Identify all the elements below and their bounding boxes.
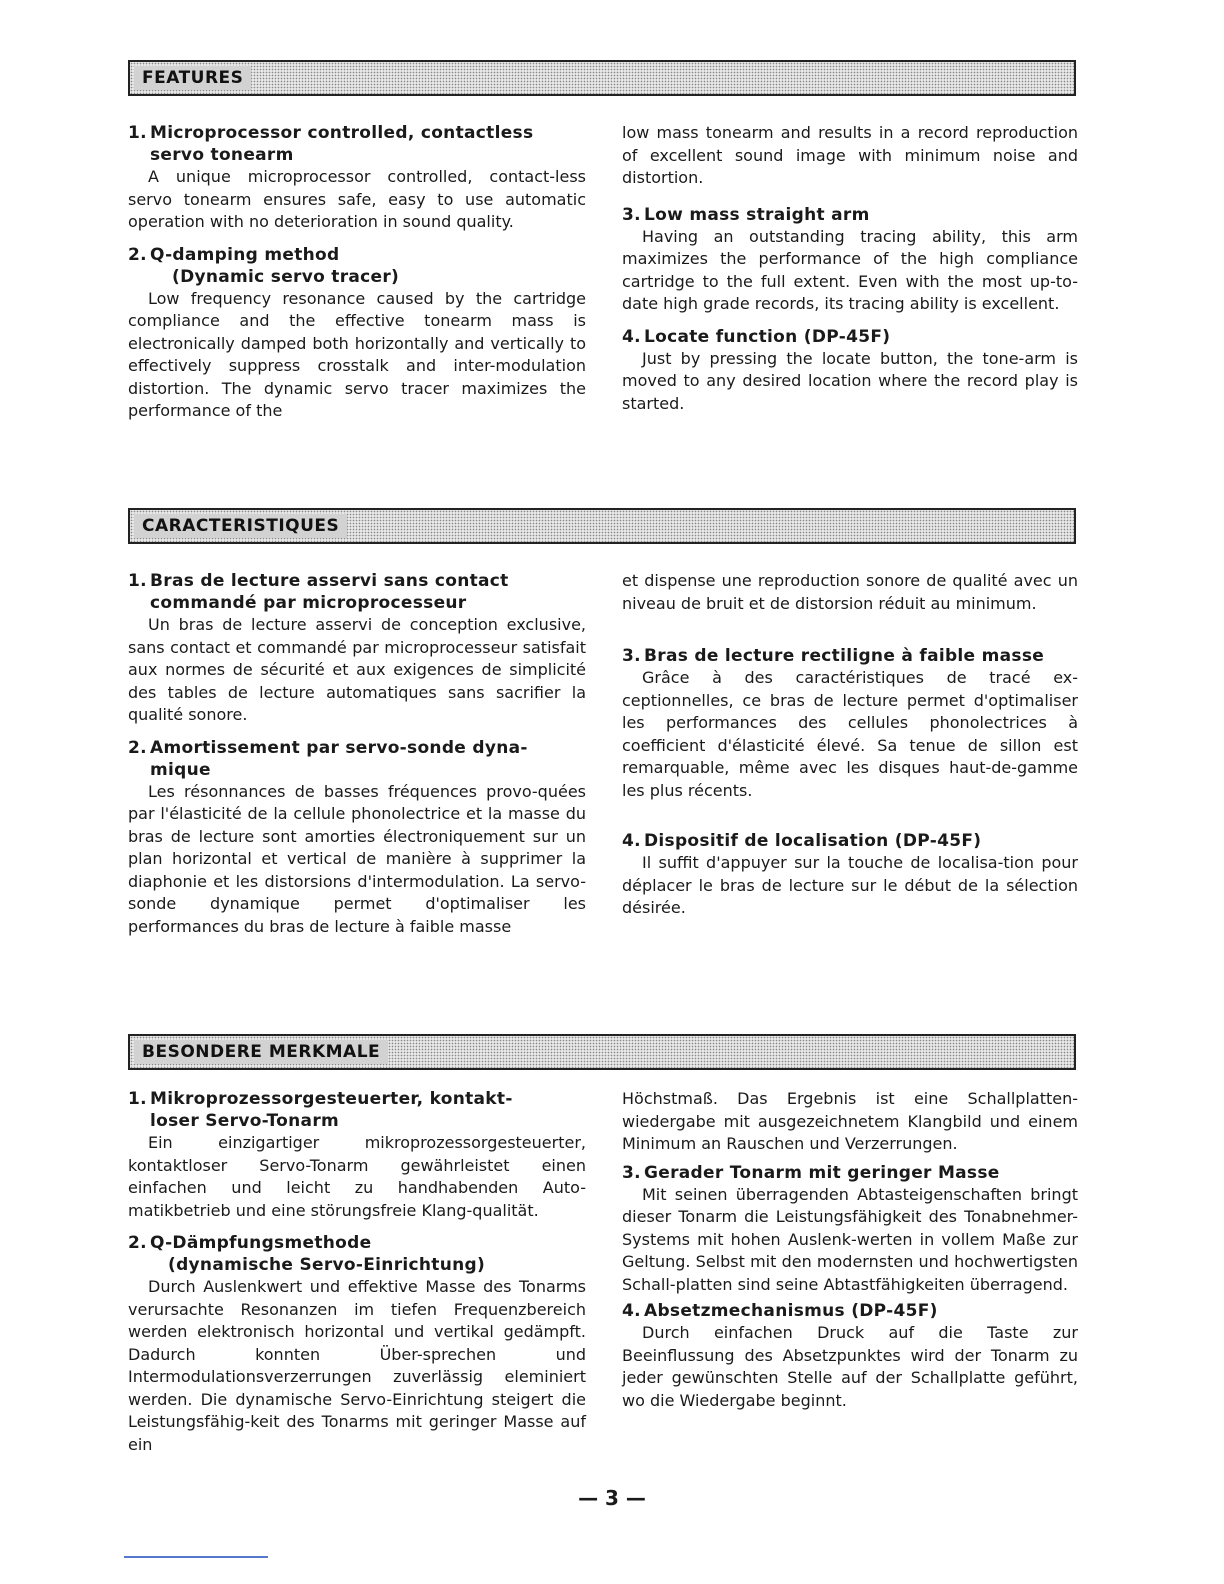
feature-body: Mit seinen überragenden Abtasteigenschaften bringt dieser Tonarm die Leistungsfähigkeit des Tonabnehmer-Systems mit hohen Auslenk-werten in vollem Maße zur Geltung. Selbst mit den modernsten und hochwertigsten Schall-platten sind seine Abtastfähigkeiten überragend. xyxy=(622,1184,1078,1294)
feature-heading: Q-damping method xyxy=(150,244,340,265)
feature-heading: Gerader Tonarm mit geringer Masse xyxy=(644,1162,1000,1183)
feature-item-2: 2. Q-Dämpfungsmethode (dynamische Servo-Einrichtung) Durch Auslenkwert und effektive Masse des Tonarms verursachte Resonanzen im tiefen Frequenzbereich werden elektronisch horizontal und vertikal gedämpft. Dadurch konnten Über-sprechen und Intermodulationsverzerrungen zuverlässig eleminiert werden. Die dynamische Servo-Einrichtung steigert die Leistungsfähig-keit des Tonarms mit geringer Masse auf ein xyxy=(128,1232,586,1456)
feature-item-2: 2. Amortissement par servo-sonde dyna- mique Les résonnances de basses fréquences provo-quées par l'élasticité de la cellule phonolectrice et la masse du bras de lecture sont amorties électroniquement sur un plan horizontal et vertical de manière à supprimer la diaphonie et les distorsions d'intermodulation. La servo-sonde dynamique permet d'optimaliser les performances du bras de lecture à faible masse xyxy=(128,737,586,939)
feature-continuation: Höchstmaß. Das Ergebnis ist eine Schallplatten-wiedergabe mit ausgezeichnetem Klangbild und einem Minimum an Rauschen und Verzerrungen. xyxy=(622,1089,1078,1153)
merkmale-left-column xyxy=(128,1088,586,1466)
feature-body: Il suffit d'appuyer sur la touche de localisa-tion pour déplacer le bras de lecture sur le début de la sélection désirée. xyxy=(622,853,1078,917)
feature-item-3: 3. Gerader Tonarm mit geringer Masse Mit seinen überragenden Abtasteigenschaften bringt dieser Tonarm die Leistungsfähigkeit des Tonabnehmer-Systems mit hohen Auslenk-werten in vollem Maße zur Geltung. Selbst mit den modernsten und hochwertigsten Schall-platten sind seine Abtastfähigkeiten überragend. xyxy=(622,1162,1078,1297)
feature-subheading: loser Servo-Tonarm xyxy=(150,1111,340,1131)
page-number: — 3 — xyxy=(578,1486,646,1510)
merkmale-right-column xyxy=(622,1088,1078,1422)
features-right-column xyxy=(622,122,1078,425)
features-banner xyxy=(128,60,1076,96)
feature-item-3: 3. Low mass straight arm Having an outstanding tracing ability, this arm maximizes the performance of the high compliance cartridge to the full extent. Even with the most up-to-date high grade records, its tracing ability is excellent. xyxy=(622,204,1078,316)
feature-heading: Dispositif de localisation (DP-45F) xyxy=(644,831,982,851)
feature-item-1: 1. Microprocessor controlled, contactless servo tonearm A unique microprocessor controlled, contact-less servo tonearm ensures safe, easy to use automatic operation with no deterioration in sound quality. xyxy=(128,122,586,234)
feature-item-1: 1. Mikroprozessorgesteuerter, kontakt- loser Servo-Tonarm Ein einzigartiger mikroprozessorgesteuerter, kontaktloser Servo-Tonarm gewährleistet einen einfachen und leicht zu handhabenden Auto-matikbetrieb und eine störungsfreie Klang-qualität. xyxy=(128,1088,586,1222)
feature-heading: Microprocessor controlled, contactless xyxy=(150,123,534,143)
feature-subheading: (dynamische Servo-Einrichtung) xyxy=(168,1255,486,1275)
feature-heading: Q-Dämpfungsmethode xyxy=(150,1233,372,1253)
features-left-column xyxy=(128,122,586,433)
feature-body: Un bras de lecture asservi de conception exclusive, sans contact et commandé par microprocesseur satisfait aux normes de sécurité et aux exigences de simplicité des tables de lecture automatiques sans sacrifier la qualité sonore. xyxy=(128,615,586,724)
feature-subheading: (Dynamic servo tracer) xyxy=(172,266,400,287)
feature-subheading: servo tonearm xyxy=(150,145,294,165)
feature-heading: Low mass straight arm xyxy=(644,204,870,225)
features-title: FEATURES xyxy=(134,66,251,90)
feature-continuation: low mass tonearm and results in a record reproduction of excellent sound image with minimum noise and distortion. xyxy=(622,123,1078,187)
feature-item-1: 1. Bras de lecture asservi sans contact commandé par microprocesseur Un bras de lecture asservi de conception exclusive, sans contact et commandé par microprocesseur satisfait aux normes de sécurité et aux exigences de simplicité des tables de lecture automatiques sans sacrifier la qualité sonore. xyxy=(128,570,586,727)
feature-heading: Bras de lecture rectiligne à faible masse xyxy=(644,646,1045,666)
section-besondere-merkmale xyxy=(128,1034,1078,1454)
feature-heading: Locate function (DP-45F) xyxy=(644,326,891,347)
feature-continuation: et dispense une reproduction sonore de qualité avec un niveau de bruit et de distorsion réduit au minimum. xyxy=(622,571,1078,613)
feature-body: A unique microprocessor controlled, contact-less servo tonearm ensures safe, easy to use automatic operation with no deterioration in sound quality. xyxy=(128,167,586,231)
caracteristiques-right-column xyxy=(622,570,1078,930)
feature-item-2: 2. Q-damping method (Dynamic servo tracer) Low frequency resonance caused by the cartridge compliance and the effective tonearm mass is electronically damped both horizontally and vertically to effectively suppress crosstalk and inter-modulation distortion. The dynamic servo tracer maximizes the performance of the xyxy=(128,244,586,423)
feature-item-4: 4. Locate function (DP-45F) Just by pressing the locate button, the tone-arm is moved to any desired location where the record play is started. xyxy=(622,326,1078,416)
feature-item-3: 3. Bras de lecture rectiligne à faible masse Grâce à des caractéristiques de tracé ex-ceptionnelles, ce bras de lecture permet d'optimaliser les performances des cellules phonolectrices à coefficient d'élasticité élevé. Sa tenue de sillon est remarquable, même avec les disques haut-de-gamme les plus récents. xyxy=(622,645,1078,802)
feature-item-4: 4. Dispositif de localisation (DP-45F) Il suffit d'appuyer sur la touche de localisa-tion pour déplacer le bras de lecture sur le début de la sélection désirée. xyxy=(622,830,1078,920)
merkmale-banner xyxy=(128,1034,1076,1070)
feature-body: Grâce à des caractéristiques de tracé ex-ceptionnelles, ce bras de lecture permet d'optimaliser les performances des cellules phonolectrices à coefficient d'élasticité élevé. Sa tenue de sillon est remarquable, même avec les disques haut-de-gamme les plus récents. xyxy=(622,668,1078,800)
caracteristiques-left-column xyxy=(128,570,586,948)
feature-subheading: mique xyxy=(150,759,211,780)
feature-body: Les résonnances de basses fréquences provo-quées par l'élasticité de la cellule phonolectrice et la masse du bras de lecture sont amorties électroniquement sur un plan horizontal et vertical de manière à supprimer la diaphonie et les distorsions d'intermodulation. La servo-sonde dynamique permet d'optimaliser les performances du bras de lecture à faible masse xyxy=(128,781,586,936)
merkmale-title: BESONDERE MERKMALE xyxy=(134,1040,388,1064)
feature-body: Just by pressing the locate button, the tone-arm is moved to any desired location where the record play is started. xyxy=(622,348,1078,413)
section-caracteristiques xyxy=(128,508,1078,936)
section-features xyxy=(128,60,1078,420)
feature-heading: Bras de lecture asservi sans contact xyxy=(150,571,509,591)
caracteristiques-banner xyxy=(128,508,1076,544)
bottom-rule xyxy=(124,1556,268,1558)
feature-item-4: 4. Absetzmechanismus (DP-45F) Durch einfachen Druck auf die Taste zur Beeinflussung des Absetzpunktes wird der Tonarm zu jeder gewünschten Stelle auf der Schallplatte geführt, wo die Wiedergabe beginnt. xyxy=(622,1300,1078,1412)
feature-body: Low frequency resonance caused by the cartridge compliance and the effective tonearm mass is electronically damped both horizontally and vertically to effectively suppress crosstalk and inter-modulation distortion. The dynamic servo tracer maximizes the performance of the xyxy=(128,288,586,420)
feature-heading: Mikroprozessorgesteuerter, kontakt- xyxy=(150,1089,513,1109)
caracteristiques-title: CARACTERISTIQUES xyxy=(134,514,347,538)
feature-body: Durch Auslenkwert und effektive Masse des Tonarms verursachte Resonanzen im tiefen Frequenzbereich werden elektronisch horizontal und vertikal gedämpft. Dadurch konnten Über-sprechen und Intermodulationsverzerrungen zuverlässig eleminiert werden. Die dynamische Servo-Einrichtung steigert die Leistungsfähig-keit des Tonarms mit geringer Masse auf ein xyxy=(128,1277,586,1454)
feature-body: Durch einfachen Druck auf die Taste zur Beeinflussung des Absetzpunktes wird der Tonarm zu jeder gewünschten Stelle auf der Schallplatte geführt, wo die Wiedergabe beginnt. xyxy=(622,1323,1078,1410)
feature-heading: Amortissement par servo-sonde dyna- xyxy=(150,737,528,758)
feature-body: Having an outstanding tracing ability, this arm maximizes the performance of the high compliance cartridge to the full extent. Even with the most up-to-date high grade records, its tracing ability is excellent. xyxy=(622,226,1078,313)
feature-body: Ein einzigartiger mikroprozessorgesteuerter, kontaktloser Servo-Tonarm gewährleistet einen einfachen und leicht zu handhabenden Auto-matikbetrieb und eine störungsfreie Klang-qualität. xyxy=(128,1133,586,1220)
feature-heading: Absetzmechanismus (DP-45F) xyxy=(644,1301,938,1321)
feature-subheading: commandé par microprocesseur xyxy=(150,593,467,613)
